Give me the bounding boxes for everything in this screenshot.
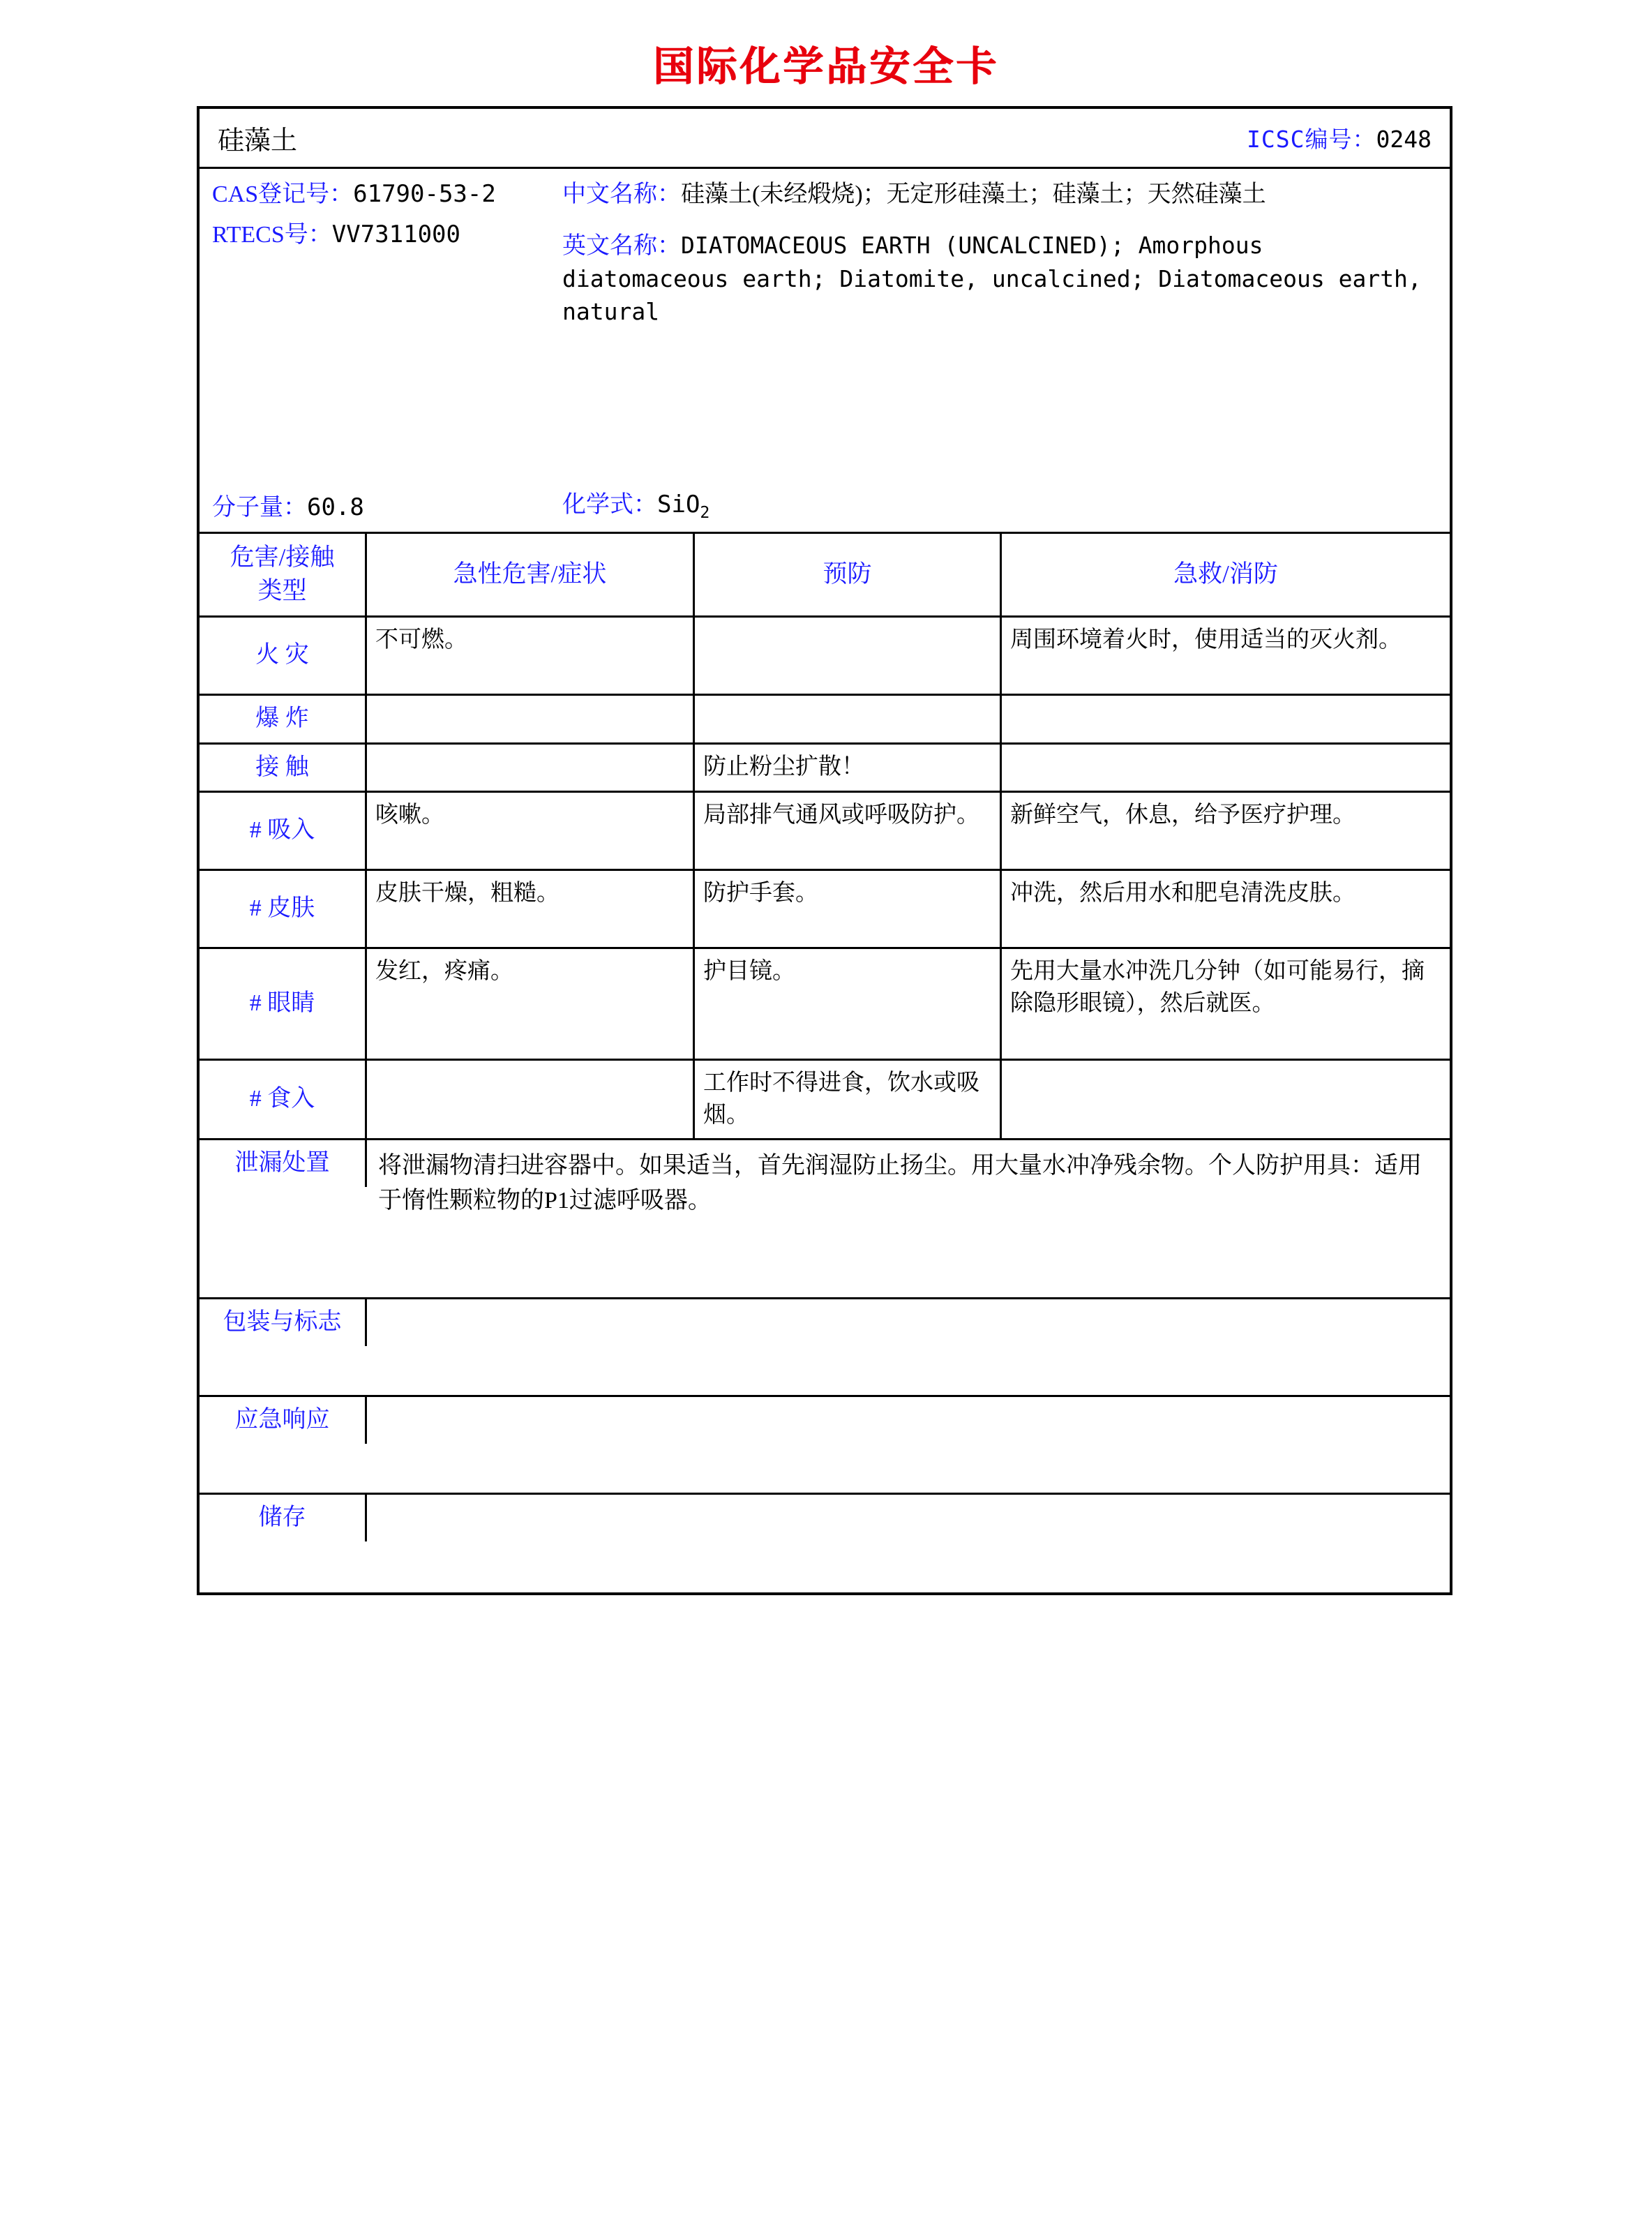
- section-text-emergency: [367, 1397, 1450, 1414]
- row-label-inhalation: # 吸入: [200, 793, 367, 869]
- icsc-number-block: [1247, 121, 1432, 154]
- molecular-weight-value: 60.8: [307, 493, 364, 521]
- cell-explosion-firstaid: [1002, 696, 1450, 742]
- icsc-number: 0248: [1376, 126, 1432, 153]
- formula-subscript: 2: [700, 504, 710, 522]
- cas-line: [212, 179, 555, 211]
- cell-ingestion-firstaid: [1002, 1061, 1450, 1138]
- column-header-firstaid: 急救/消防: [1173, 560, 1278, 588]
- substance-name: 硅藻土: [218, 126, 298, 156]
- icsc-label: ICSC编号：: [1247, 126, 1376, 153]
- formula-value: SiO: [657, 491, 700, 519]
- row-label-exposure: 接 触: [200, 745, 367, 791]
- column-header-hazard-type-line2: 类型: [257, 577, 307, 605]
- row-label-eyes: # 眼睛: [200, 949, 367, 1059]
- formula-line: [562, 485, 709, 522]
- identification-left: [200, 169, 562, 532]
- column-header-hazard-type: [200, 534, 367, 615]
- english-name-label: 英文名称：: [562, 232, 681, 259]
- icsc-card: [197, 106, 1452, 1595]
- table-header-row: [200, 534, 1450, 618]
- table-row-skin: [200, 871, 1450, 949]
- cell-skin-prevention: 防护手套。: [695, 871, 1002, 947]
- section-text-packaging: [367, 1299, 1450, 1316]
- section-label-spill: 泄漏处置: [200, 1140, 367, 1187]
- identification-right: [562, 169, 1450, 532]
- column-header-prevention: 预防: [695, 534, 1002, 615]
- english-name-value: DIATOMACEOUS EARTH (UNCALCINED); Amorphous diatomaceous earth; Diatomite, uncalcined; Diatomaceous earth, natural: [562, 231, 1422, 326]
- table-row-eyes: [200, 949, 1450, 1061]
- chinese-name-line: [562, 179, 1433, 211]
- column-header-hazard-type-line1: 危害/接触: [230, 544, 335, 571]
- cell-explosion-symptoms: [367, 696, 695, 742]
- cell-exposure-prevention: 防止粉尘扩散！: [695, 745, 1002, 791]
- cell-inhalation-prevention: 局部排气通风或呼吸防护。: [695, 793, 1002, 869]
- cell-skin-symptoms: 皮肤干燥，粗糙。: [367, 871, 695, 947]
- row-label-explosion: 爆 炸: [200, 696, 367, 742]
- cas-label: CAS登记号：: [212, 181, 354, 207]
- molecular-weight-label: 分子量：: [212, 495, 307, 521]
- cell-fire-prevention: [695, 618, 1002, 694]
- cell-ingestion-symptoms: [367, 1061, 695, 1138]
- table-row-ingestion: [200, 1061, 1450, 1140]
- section-label-storage: 储存: [200, 1495, 367, 1541]
- cell-inhalation-firstaid: 新鲜空气，休息，给予医疗护理。: [1010, 802, 1356, 828]
- cell-explosion-prevention: [695, 696, 1002, 742]
- cell-exposure-symptoms: [367, 745, 695, 791]
- section-row-spill: [200, 1140, 1450, 1299]
- cell-exposure-firstaid: [1002, 745, 1450, 791]
- chinese-name-label: 中文名称：: [562, 181, 681, 207]
- section-text-storage: [367, 1495, 1450, 1511]
- table-row-exposure: [200, 745, 1450, 793]
- cell-eyes-firstaid: 先用大量水冲洗几分钟（如可能易行，摘除隐形眼镜），然后就医。: [1010, 959, 1425, 1016]
- formula-label: 化学式：: [562, 492, 657, 518]
- cell-ingestion-prevention: 工作时不得进食，饮水或吸烟。: [695, 1061, 1002, 1138]
- section-row-emergency: [200, 1397, 1450, 1495]
- row-label-skin: # 皮肤: [200, 871, 367, 947]
- section-row-storage: [200, 1495, 1450, 1592]
- chinese-name-value: 硅藻土(未经煅烧)；无定形硅藻土；硅藻土；天然硅藻土: [681, 181, 1266, 207]
- rtecs-value: VV7311000: [331, 220, 460, 248]
- column-header-symptoms: 急性危害/症状: [367, 534, 695, 615]
- cell-skin-firstaid: 冲洗，然后用水和肥皂清洗皮肤。: [1010, 881, 1356, 906]
- molecular-weight-line: [212, 488, 364, 522]
- english-name-line: [562, 230, 1433, 329]
- cas-value: 61790-53-2: [353, 180, 496, 208]
- table-row-fire: [200, 618, 1450, 696]
- cell-eyes-symptoms: 发红，疼痛。: [367, 949, 695, 1059]
- section-label-emergency: 应急响应: [200, 1397, 367, 1444]
- section-row-packaging: [200, 1299, 1450, 1397]
- cell-inhalation-symptoms: 咳嗽。: [367, 793, 695, 869]
- table-row-inhalation: [200, 793, 1450, 871]
- identification-block: [200, 169, 1450, 534]
- table-row-explosion: [200, 696, 1450, 745]
- cell-fire-firstaid: 周围环境着火时，使用适当的灭火剂。: [1010, 627, 1402, 652]
- row-label-ingestion: # 食入: [200, 1061, 367, 1138]
- card-header: [200, 109, 1450, 169]
- section-text-spill: 将泄漏物清扫进容器中。如果适当，首先润湿防止扬尘。用大量水冲净残余物。个人防护用具：适用于惰性颗粒物的P1过滤呼吸器。: [378, 1153, 1422, 1213]
- page-title: 国际化学品安全卡: [652, 44, 999, 89]
- cell-eyes-prevention: 护目镜。: [695, 949, 1002, 1059]
- row-label-fire: 火 灾: [200, 618, 367, 694]
- cell-fire-symptoms: 不可燃。: [367, 618, 695, 694]
- rtecs-label: RTECS号：: [212, 221, 332, 248]
- rtecs-line: [212, 219, 555, 251]
- section-label-packaging: 包装与标志: [200, 1299, 367, 1346]
